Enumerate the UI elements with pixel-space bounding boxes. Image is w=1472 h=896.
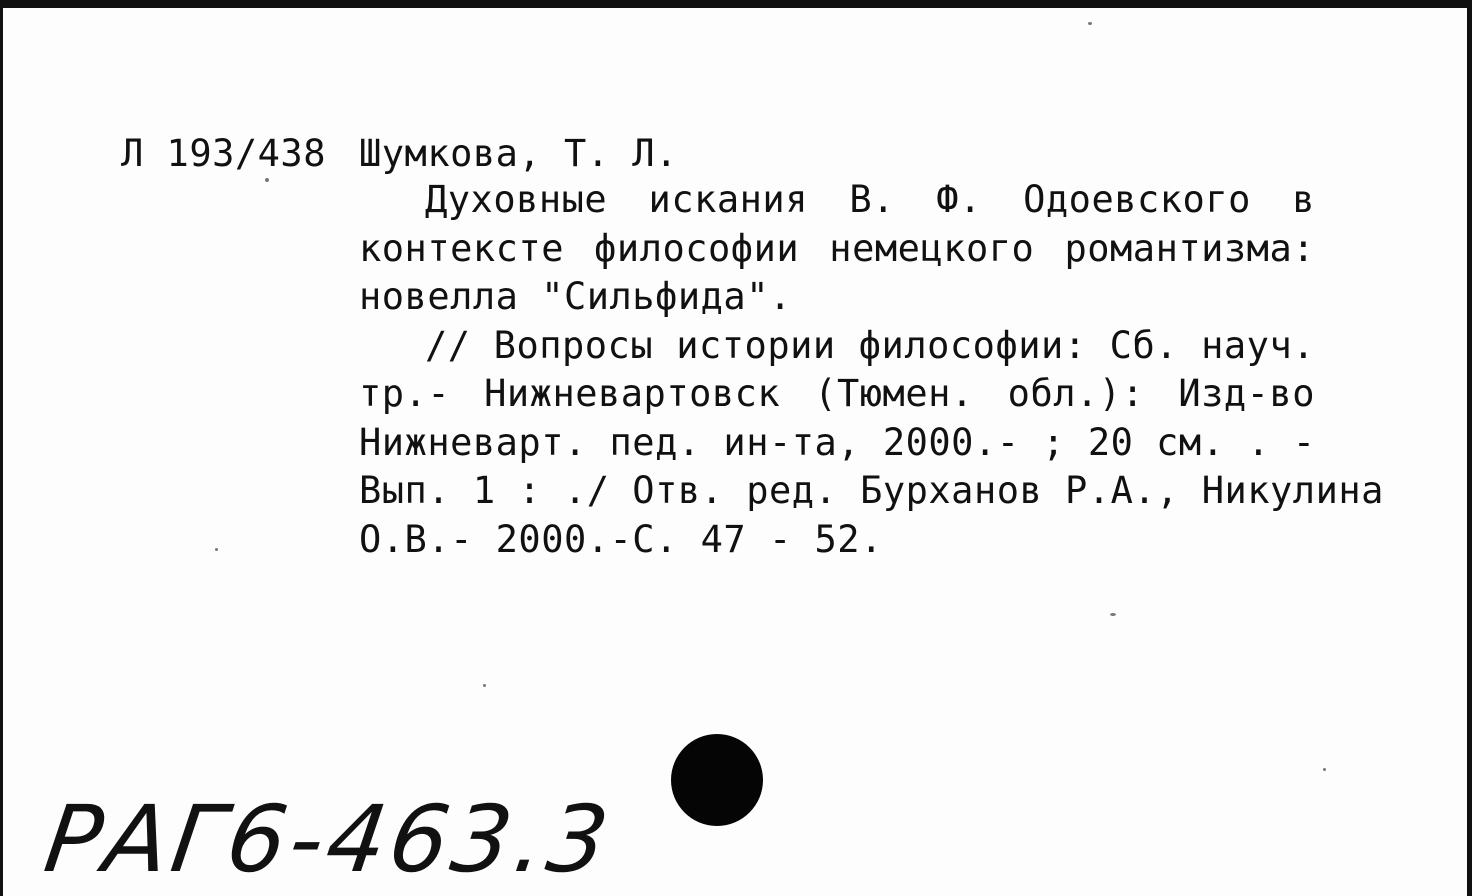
scan-speck — [1110, 613, 1116, 616]
bibliographic-description — [359, 176, 1384, 564]
description-line: Духовные искания В. Ф. Одоевского в — [425, 178, 1315, 221]
scan-speck — [265, 178, 269, 182]
author-name: Шумкова, Т. Л. — [359, 132, 678, 175]
scan-speck — [1088, 22, 1092, 25]
scan-speck — [483, 684, 486, 687]
description-line: контексте философии немецкого романтизма: — [359, 226, 1315, 270]
description-line: О.В.- 2000.-С. 47 - 52. — [359, 517, 883, 561]
punch-hole — [671, 734, 763, 826]
scan-speck — [1323, 768, 1326, 771]
description-line: Вып. 1 : ./ Отв. ред. Бурханов Р.А., Никулина — [359, 469, 1384, 512]
description-line: // Вопросы истории философии: Сб. науч. — [425, 323, 1315, 367]
description-line: тр.- Нижневартовск (Тюмен. обл.): Изд-во — [359, 372, 1315, 415]
card-edge-shadow — [1467, 8, 1472, 896]
handwritten-classification-code: РАГ6-463.3 — [38, 786, 619, 893]
description-line: Нижневарт. пед. ин-та, 2000.- ; 20 см. . - — [359, 420, 1316, 464]
description-line: новелла "Сильфида". — [359, 275, 792, 318]
shelfmark: Л 193/438 — [121, 132, 326, 175]
scan-speck — [215, 548, 218, 551]
